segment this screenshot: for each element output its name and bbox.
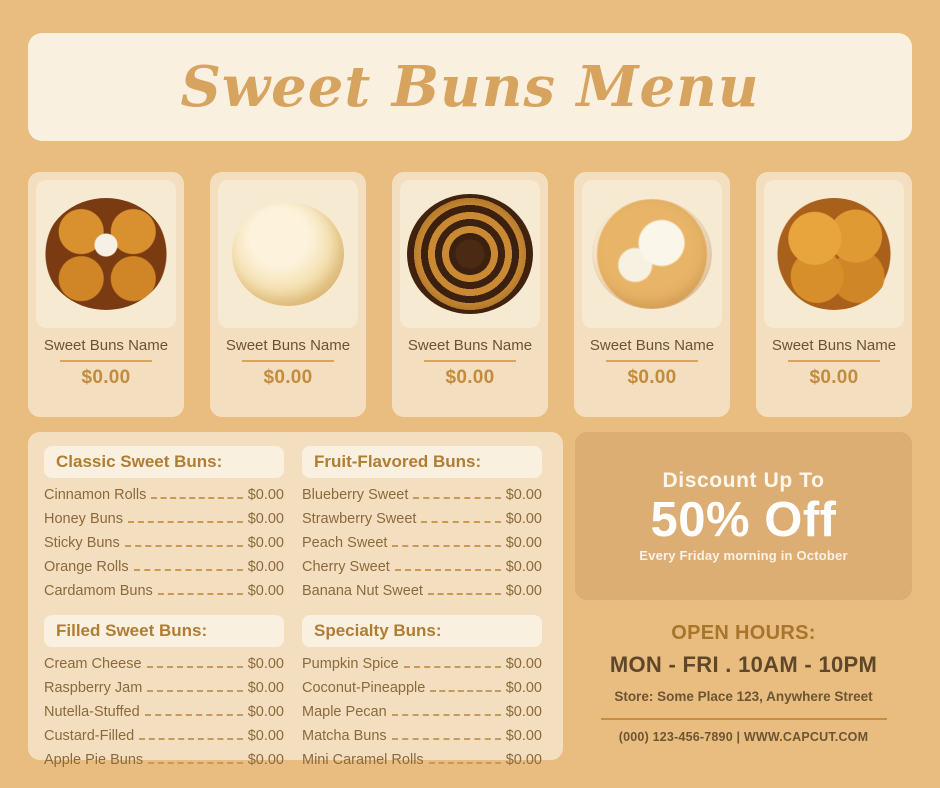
- discount-panel: [575, 432, 912, 600]
- menu-item-price: $0.00: [505, 535, 542, 551]
- menu-item-price: $0.00: [505, 583, 542, 599]
- menu-item[interactable]: [44, 656, 284, 672]
- product-name: Sweet Buns Name: [43, 337, 169, 354]
- product-photo: [582, 180, 722, 328]
- product-name: Sweet Buns Name: [771, 337, 897, 354]
- divider: [788, 360, 880, 362]
- product-price: $0.00: [627, 367, 677, 389]
- menu-item[interactable]: [44, 752, 284, 768]
- hours-time: MON - FRI . 10AM - 10PM: [609, 652, 878, 677]
- divider: [242, 360, 334, 362]
- hours-title: OPEN HOURS:: [671, 622, 816, 644]
- menu-item[interactable]: [302, 511, 542, 527]
- dot-leader: [430, 689, 500, 692]
- menu-item-price: $0.00: [505, 704, 542, 720]
- menu-item-name: Blueberry Sweet: [302, 487, 409, 503]
- product-name: Sweet Buns Name: [225, 337, 351, 354]
- product-card[interactable]: [574, 172, 730, 417]
- menu-item-name: Cherry Sweet: [302, 559, 390, 575]
- menu-item-name: Strawberry Sweet: [302, 511, 417, 527]
- product-card[interactable]: [756, 172, 912, 417]
- dot-leader: [404, 665, 501, 668]
- menu-item[interactable]: [44, 704, 284, 720]
- menu-item-price: $0.00: [247, 583, 284, 599]
- menu-item-name: Peach Sweet: [302, 535, 388, 551]
- dot-leader: [147, 665, 243, 668]
- golden-knot-bun-icon: [774, 198, 894, 310]
- dot-leader: [139, 737, 242, 740]
- dot-leader: [134, 568, 243, 571]
- dot-leader: [147, 689, 242, 692]
- dot-leader: [145, 713, 243, 716]
- menu-item-price: $0.00: [247, 511, 284, 527]
- menu-item[interactable]: [302, 559, 542, 575]
- menu-item-price: $0.00: [247, 656, 284, 672]
- dot-leader: [413, 496, 500, 499]
- product-photo: [764, 180, 904, 328]
- menu-item[interactable]: [302, 704, 542, 720]
- menu-item[interactable]: [44, 487, 284, 503]
- menu-panel: [28, 432, 563, 768]
- product-price: $0.00: [445, 367, 495, 389]
- dot-leader: [128, 520, 243, 523]
- dot-leader: [392, 713, 501, 716]
- menu-item-name: Coconut-Pineapple: [302, 680, 426, 696]
- hours-panel: [575, 612, 912, 760]
- menu-item-price: $0.00: [505, 752, 542, 768]
- product-price: $0.00: [81, 367, 131, 389]
- product-card[interactable]: [392, 172, 548, 417]
- product-photo: [218, 180, 358, 328]
- menu-item-name: Apple Pie Buns: [44, 752, 144, 768]
- menu-item-price: $0.00: [247, 752, 284, 768]
- menu-item-name: Mini Caramel Rolls: [302, 752, 424, 768]
- menu-item[interactable]: [44, 535, 284, 551]
- product-card[interactable]: [210, 172, 366, 417]
- menu-item-name: Matcha Buns: [302, 728, 387, 744]
- menu-item-name: Honey Buns: [44, 511, 123, 527]
- product-row: [28, 172, 912, 417]
- menu-item-name: Nutella-Stuffed: [44, 704, 140, 720]
- menu-item[interactable]: [302, 535, 542, 551]
- menu-item[interactable]: [302, 656, 542, 672]
- page-title: Sweet Buns Menu: [180, 54, 760, 120]
- menu-item-price: $0.00: [505, 487, 542, 503]
- divider: [606, 360, 698, 362]
- dot-leader: [395, 568, 501, 571]
- menu-item-price: $0.00: [505, 680, 542, 696]
- dot-leader: [151, 496, 242, 499]
- product-photo: [400, 180, 540, 328]
- menu-item[interactable]: [44, 728, 284, 744]
- category-heading-classic: Classic Sweet Buns:: [44, 446, 284, 478]
- menu-column-right: [302, 446, 542, 776]
- menu-item-price: $0.00: [247, 535, 284, 551]
- menu-item-name: Raspberry Jam: [44, 680, 143, 696]
- dot-leader: [392, 737, 501, 740]
- dot-leader: [429, 761, 501, 764]
- menu-item-name: Pumpkin Spice: [302, 656, 399, 672]
- menu-item-name: Maple Pecan: [302, 704, 387, 720]
- product-card[interactable]: [28, 172, 184, 417]
- menu-item[interactable]: [302, 728, 542, 744]
- divider: [424, 360, 516, 362]
- menu-item-price: $0.00: [505, 728, 542, 744]
- menu-item-price: $0.00: [505, 656, 542, 672]
- store-address: Store: Some Place 123, Anywhere Street: [614, 689, 873, 704]
- menu-column-left: [44, 446, 284, 776]
- menu-item[interactable]: [44, 559, 284, 575]
- divider: [601, 718, 887, 720]
- product-price: $0.00: [809, 367, 859, 389]
- dot-leader: [392, 544, 500, 547]
- menu-item[interactable]: [302, 583, 542, 599]
- title-card: [28, 33, 912, 141]
- menu-item-name: Banana Nut Sweet: [302, 583, 423, 599]
- menu-item-price: $0.00: [247, 728, 284, 744]
- menu-item-name: Cardamom Buns: [44, 583, 153, 599]
- discount-headline: Discount Up To: [662, 468, 825, 492]
- contact-info[interactable]: (000) 123-456-7890 | WWW.CAPCUT.COM: [618, 730, 869, 744]
- menu-item-price: $0.00: [247, 559, 284, 575]
- menu-item-name: Sticky Buns: [44, 535, 120, 551]
- menu-item-price: $0.00: [505, 559, 542, 575]
- menu-item[interactable]: [302, 752, 542, 768]
- dot-leader: [148, 761, 243, 764]
- menu-item-name: Cream Cheese: [44, 656, 142, 672]
- chocolate-swirl-danish-icon: [407, 194, 533, 314]
- category-heading-filled: Filled Sweet Buns:: [44, 615, 284, 647]
- product-name: Sweet Buns Name: [407, 337, 533, 354]
- dot-leader: [428, 592, 501, 595]
- dot-leader: [125, 544, 243, 547]
- crumble-topped-bun-icon: [592, 199, 712, 309]
- menu-item-price: $0.00: [247, 704, 284, 720]
- menu-item[interactable]: [302, 487, 542, 503]
- menu-item-name: Cinnamon Rolls: [44, 487, 147, 503]
- menu-item-price: $0.00: [505, 511, 542, 527]
- menu-item[interactable]: [44, 511, 284, 527]
- menu-item[interactable]: [44, 583, 284, 599]
- category-heading-fruit: Fruit-Flavored Buns:: [302, 446, 542, 478]
- category-heading-specialty: Specialty Buns:: [302, 615, 542, 647]
- menu-item-price: $0.00: [247, 487, 284, 503]
- dot-leader: [421, 520, 500, 523]
- product-name: Sweet Buns Name: [589, 337, 715, 354]
- dot-leader: [158, 592, 243, 595]
- round-sugar-bun-icon: [232, 202, 344, 306]
- product-price: $0.00: [263, 367, 313, 389]
- menu-item[interactable]: [44, 680, 284, 696]
- discount-amount: 50% Off: [650, 492, 837, 547]
- menu-item-name: Custard-Filled: [44, 728, 135, 744]
- braided-ring-bun-icon: [44, 198, 168, 310]
- discount-note: Every Friday morning in October: [639, 548, 848, 564]
- menu-item-price: $0.00: [247, 680, 284, 696]
- divider: [60, 360, 152, 362]
- product-photo: [36, 180, 176, 328]
- menu-item-name: Orange Rolls: [44, 559, 129, 575]
- menu-item[interactable]: [302, 680, 542, 696]
